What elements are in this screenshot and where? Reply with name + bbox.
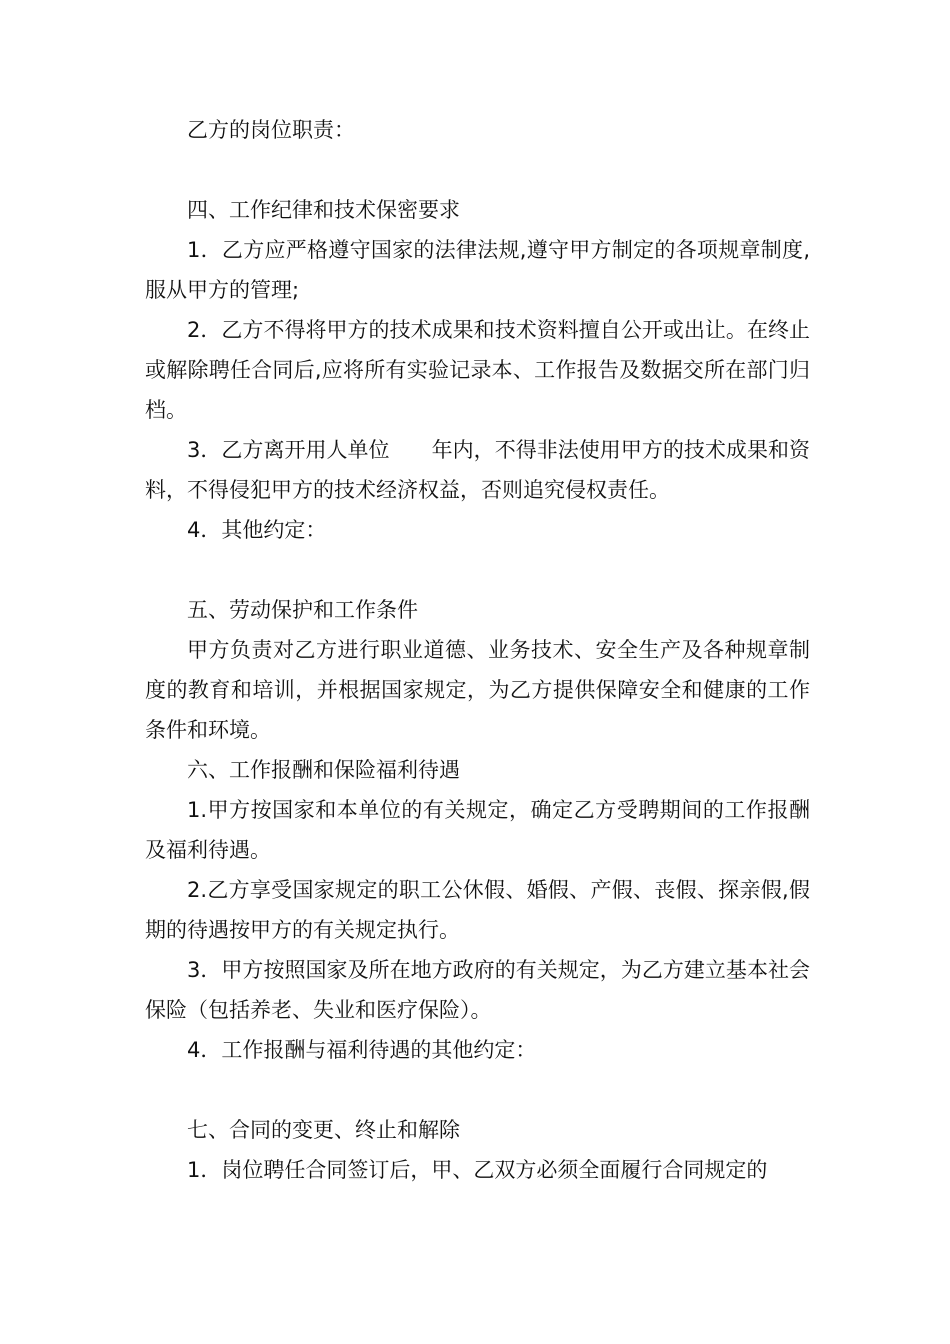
paragraph-7-1: 1．岗位聘任合同签订后，甲、乙双方必须全面履行合同规定的	[187, 1158, 768, 1182]
paragraph-6-1: 1.甲方按国家和本单位的有关规定，确定乙方受聘期间的工作报酬及福利待遇。	[145, 798, 810, 862]
paragraph-6-4: 4．工作报酬与福利待遇的其他约定：	[187, 1038, 537, 1062]
blank-line	[145, 550, 810, 590]
section-heading-6: 六、工作报酬和保险福利待遇	[187, 758, 460, 782]
paragraph-6-2: 2.乙方享受国家规定的职工公休假、婚假、产假、丧假、探亲假,假期的待遇按甲方的有关规定执行。	[145, 878, 810, 942]
paragraph-4-4: 4．其他约定：	[187, 518, 327, 542]
paragraph-6-3: 3．甲方按照国家及所在地方政府的有关规定，为乙方建立基本社会保险（包括养老、失业和医疗保险）。	[145, 958, 810, 1022]
section-heading-7: 七、合同的变更、终止和解除	[187, 1118, 460, 1142]
paragraph-duties: 乙方的岗位职责：	[187, 118, 355, 142]
section-heading-5: 五、劳动保护和工作条件	[187, 598, 418, 622]
blank-line	[145, 150, 810, 190]
paragraph-4-3: 3．乙方离开用人单位 年内，不得非法使用甲方的技术成果和资料，不得侵犯甲方的技术经济权益，否则追究侵权责任。	[145, 438, 810, 502]
document-body	[145, 110, 810, 1190]
blank-line	[145, 1070, 810, 1110]
paragraph-4-1: 1．乙方应严格遵守国家的法律法规,遵守甲方制定的各项规章制度,服从甲方的管理;	[145, 238, 810, 302]
section-heading-4: 四、工作纪律和技术保密要求	[187, 198, 460, 222]
paragraph-5-1: 甲方负责对乙方进行职业道德、业务技术、安全生产及各种规章制度的教育和培训，并根据国家规定，为乙方提供保障安全和健康的工作条件和环境。	[145, 638, 810, 742]
paragraph-4-2: 2．乙方不得将甲方的技术成果和技术资料擅自公开或出让。在终止或解除聘任合同后,应将所有实验记录本、工作报告及数据交所在部门归档。	[145, 318, 810, 422]
